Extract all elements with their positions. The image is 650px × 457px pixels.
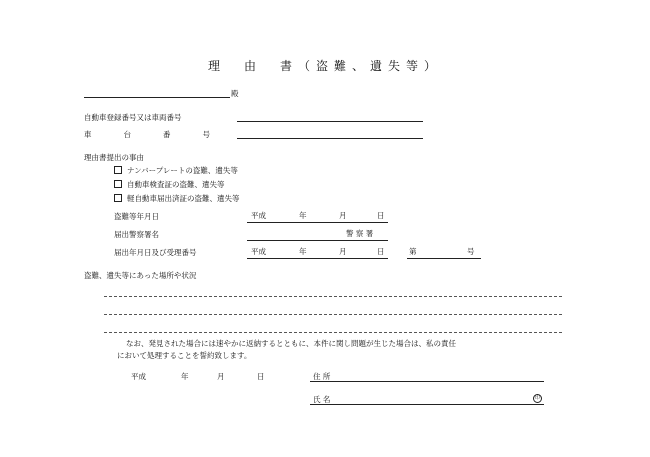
- incident-date-label: 盗難等年月日: [114, 212, 159, 221]
- day-text: 日: [377, 211, 385, 220]
- name-field[interactable]: [310, 404, 544, 405]
- receipt-number-field[interactable]: [407, 247, 481, 259]
- footer-year: 年: [181, 372, 189, 381]
- circumstances-label: 盗難、遺失等にあった場所や状況: [84, 271, 197, 280]
- police-station-label: 届出警察署名: [114, 230, 159, 239]
- chassis-label-char: 号: [202, 130, 210, 139]
- registration-number-label: 自動車登録番号又は車両番号: [84, 113, 182, 122]
- month-text: 月: [339, 211, 347, 220]
- chassis-label-char: 番: [163, 130, 171, 139]
- circumstances-line-3[interactable]: [104, 332, 562, 333]
- footer-day: 日: [257, 372, 265, 381]
- year-text: 年: [299, 211, 307, 220]
- chassis-label-char: 車: [84, 130, 92, 139]
- reason-option-kei-certificate[interactable]: 軽自動車届出済証の盗難、遺失等: [114, 194, 240, 204]
- addressee-honorific: 殿: [231, 89, 239, 98]
- era-text: 平成: [251, 247, 266, 256]
- pledge-text-line-2: において処理することを誓約致します。: [117, 351, 252, 360]
- checkbox[interactable]: [114, 166, 122, 174]
- chassis-number-field[interactable]: [237, 138, 423, 139]
- reason-option-plate[interactable]: ナンバープレートの盗難、遺失等: [114, 166, 238, 176]
- report-date-field[interactable]: [247, 247, 388, 259]
- footer-month: 月: [217, 372, 225, 381]
- seal-icon: 印: [534, 395, 540, 401]
- year-text: 年: [299, 247, 307, 256]
- reason-option-inspection[interactable]: 自動車検査証の盗難、遺失等: [114, 180, 225, 190]
- police-station-field[interactable]: [247, 229, 388, 241]
- chassis-label-char: 台: [123, 130, 131, 139]
- address-field[interactable]: [310, 381, 544, 382]
- document-title: 理 由 書（盗難、遺失等）: [207, 59, 442, 73]
- day-text: 日: [377, 247, 385, 256]
- incident-date-field[interactable]: [247, 211, 388, 223]
- address-label: 住 所: [313, 372, 331, 381]
- chassis-number-label: [84, 130, 210, 140]
- circumstances-line-2[interactable]: [104, 314, 562, 315]
- footer-era: 平成: [131, 372, 146, 381]
- report-date-label: 届出年月日及び受理番号: [114, 248, 197, 257]
- checkbox[interactable]: [114, 194, 122, 202]
- police-station-suffix: 警 察 署: [346, 229, 374, 238]
- registration-number-field[interactable]: [237, 121, 423, 122]
- receipt-number-prefix: 第: [409, 247, 417, 256]
- era-text: 平成: [251, 211, 266, 220]
- reason-heading: 理由書提出の事由: [84, 153, 144, 162]
- checkbox[interactable]: [114, 180, 122, 188]
- month-text: 月: [339, 247, 347, 256]
- receipt-number-suffix: 号: [467, 247, 475, 256]
- pledge-text-line-1: なお、発見された場合には速やかに返納するとともに、本件に関し問題が生じた場合は、私の責任: [126, 339, 456, 348]
- addressee-line[interactable]: [84, 97, 230, 98]
- name-label: 氏 名: [313, 395, 331, 404]
- circumstances-line-1[interactable]: [104, 296, 562, 297]
